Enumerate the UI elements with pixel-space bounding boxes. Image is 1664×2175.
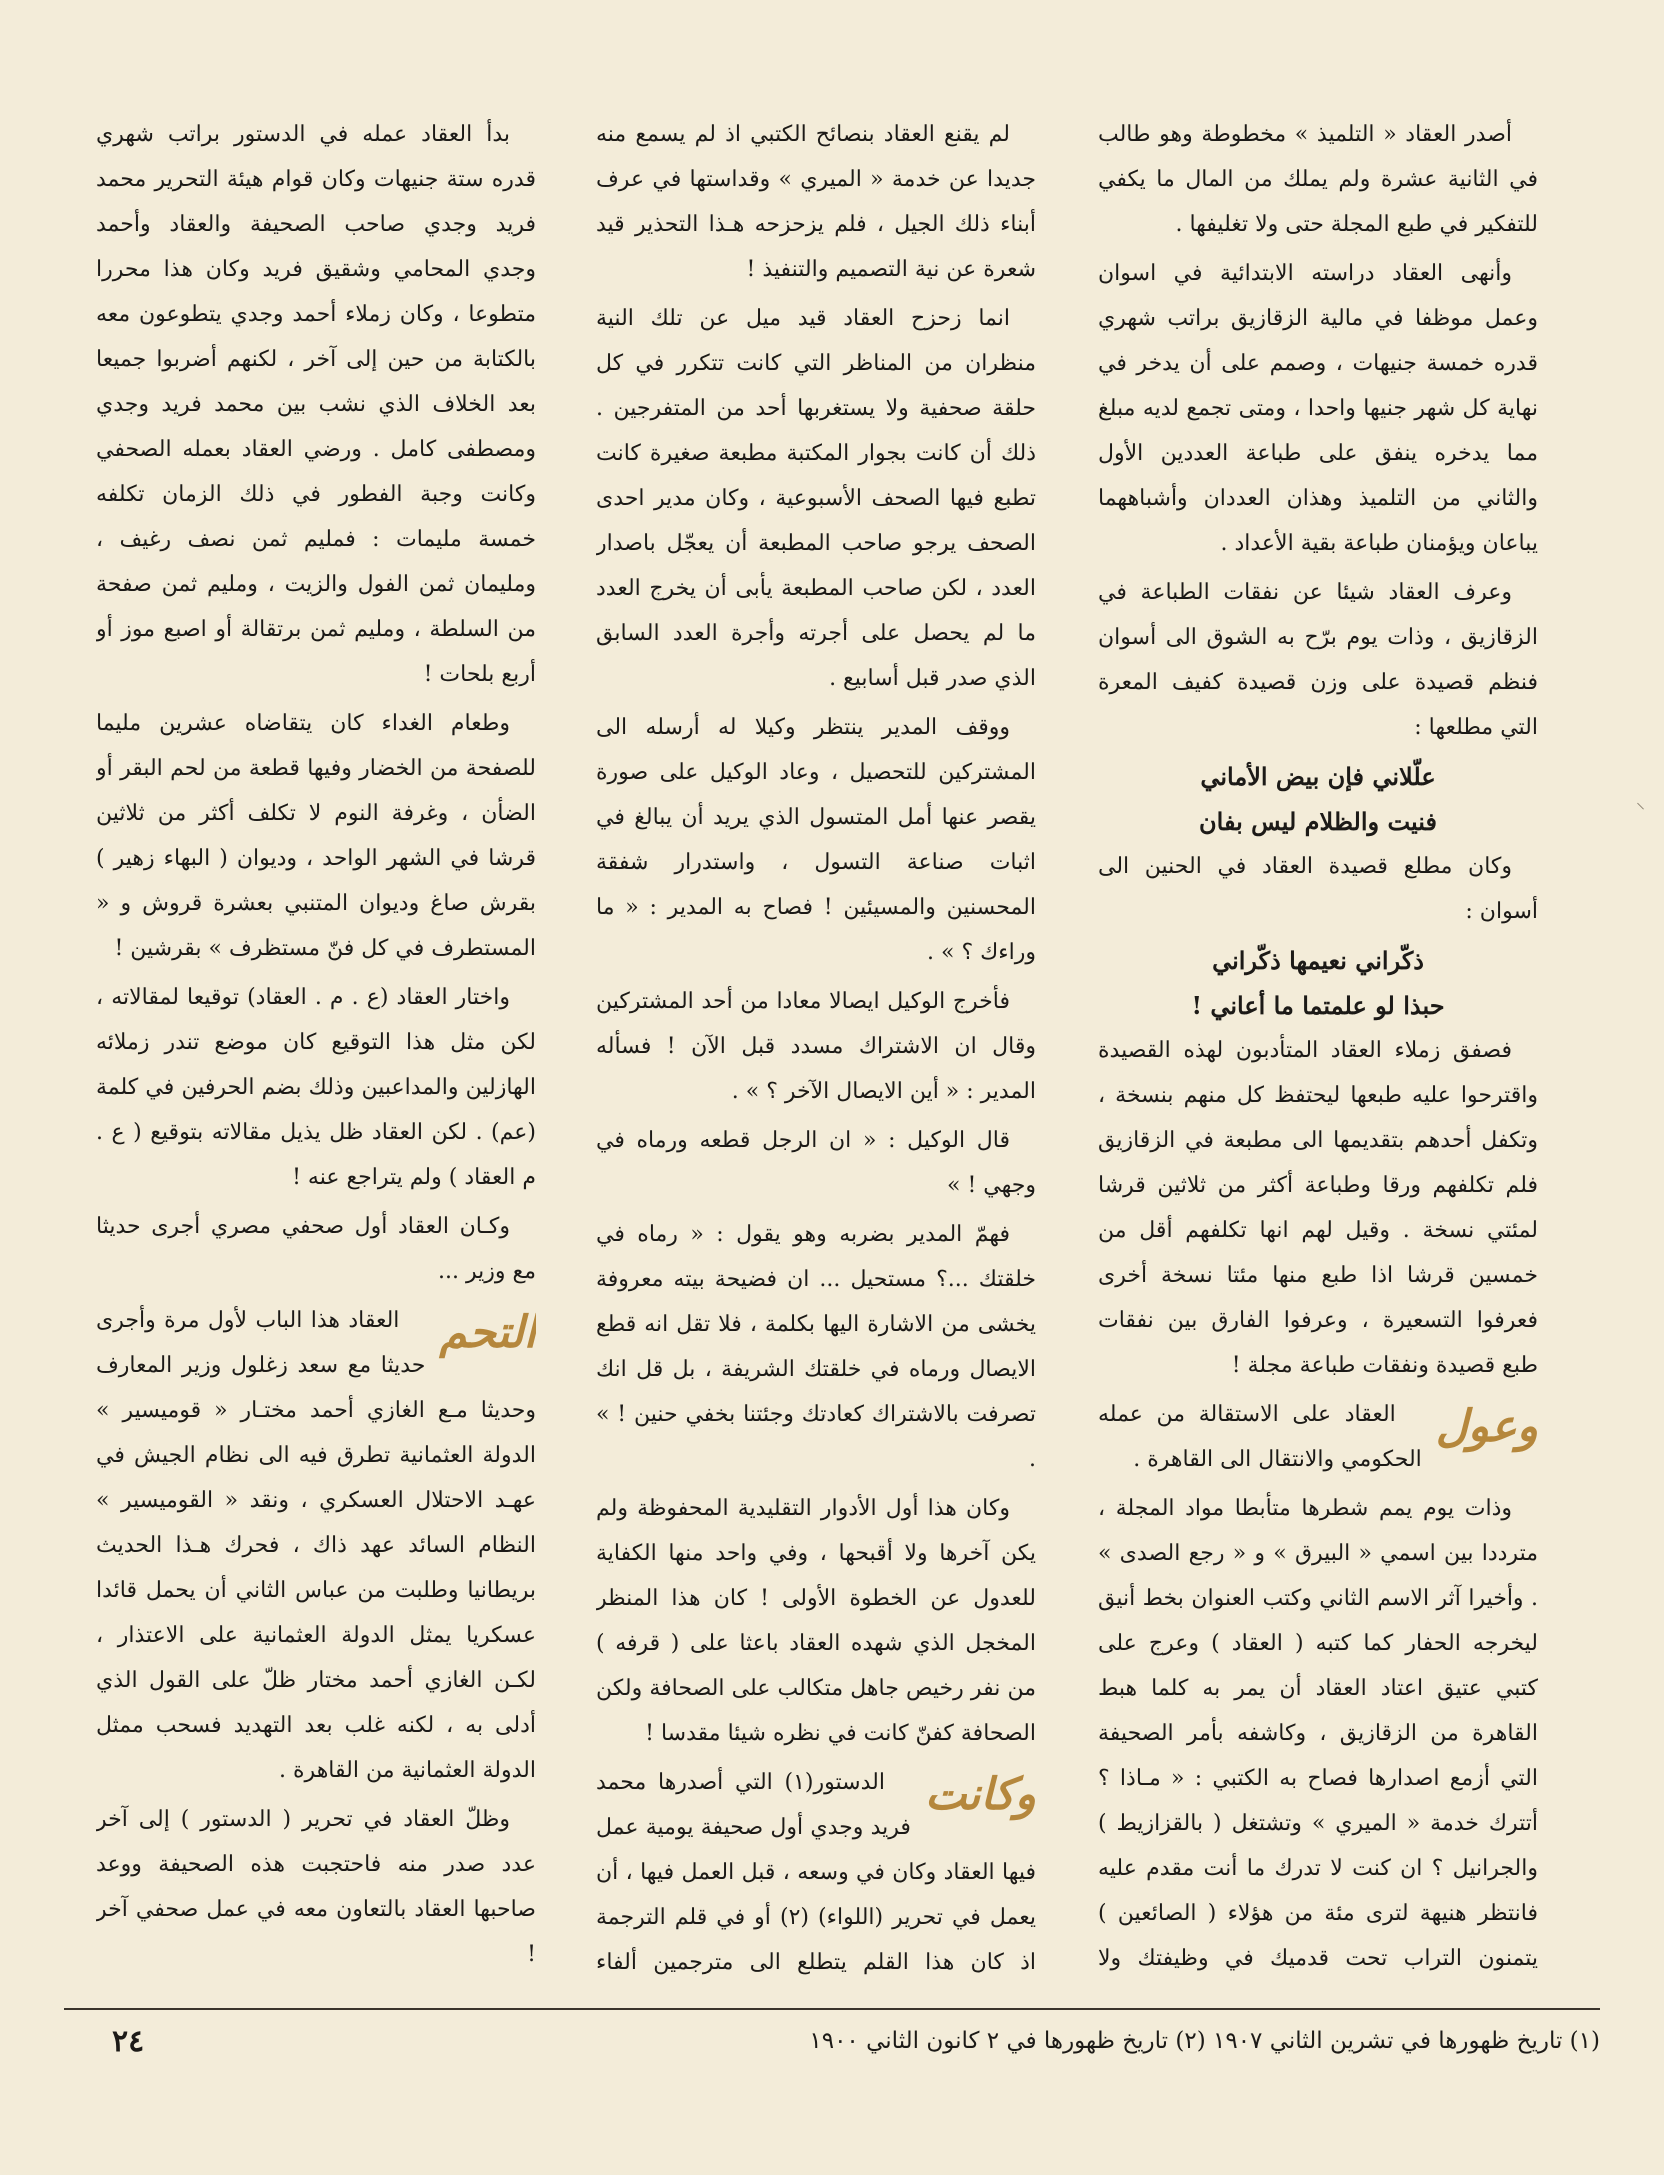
paragraph: وأنهى العقاد دراسته الابتدائية في اسوان وعمل موظفا في مالية الزقازيق براتب شهري قدره خمسة جنيهات ، وصمم على أن يدخر في نهاية كل شهر جنيها واحدا ، ومتى تجمع لديه مبلغ مما يدخره ينفق على طباعة العددين الأول والثاني من التلميذ وهذان العددان وأشباههما يباعان ويؤمنان طباعة بقية الأعداد . — [1098, 261, 1538, 556]
paragraph: وكـان العقاد أول صحفي مصري أجرى حديثا مع وزير ... — [96, 1214, 536, 1284]
paragraph: العقاد على الاستقالة من عمله الحكومي والانتقال الى القاهرة . — [1098, 1402, 1422, 1472]
paragraph: وكان هذا أول الأدوار التقليدية المحفوظة ولم يكن آخرها ولا أقبحها ، وفي واحد منها الكفاية للعدول عن الخطوة الأولى ! كان هذا المنظر المخجل الذي شهده العقاد باعثا على ( قرفه ) من نفر رخيص جاهل متكالب على الصحافة ولكن الصحافة كفنّ كانت في نظره شيئا مقدسا ! — [596, 1496, 1036, 1746]
paragraph: فهمّ المدير بضربه وهو يقول : « رماه في خلقتك ...؟ مستحيل ... ان فضيحة بيته معروفة يخشى من الاشارة اليها بكلمة ، فلا تقل انه قطع الايصال ورماه في خلقتك الشريفة ، بل قل انك تصرفت بالاشتراك كعادتك وجئتنا بخفي حنين ! » . — [596, 1222, 1036, 1472]
paragraph: الدستور(١) التي أصدرها محمد فريد وجدي أول صحيفة يومية عمل فيها العقاد وكان في وسعه ، قبل العمل فيها ، أن يعمل في تحرير (اللواء) (٢) أو في قلم الترجمة اذ كان هذا القلم يتطلع الى مترجمين ألفاء — [596, 1770, 1036, 1975]
paragraph: وكان مطلع قصيدة العقاد في الحنين الى أسوان : — [1098, 854, 1538, 924]
verse-line: علّلاني فإن بيض الأماني — [1200, 762, 1436, 791]
paragraph: وعرف العقاد شيئا عن نفقات الطباعة في الزقازيق ، وذات يوم برّح به الشوق الى أسوان فنظم قصيدة على وزن قصيدة كفيف المعرة التي مطلعها : — [1098, 580, 1538, 740]
paragraph: وذات يوم يمم شطرها متأبطا مواد المجلة ، مترددا بين اسمي « البيرق » و « رجع الصدى » . وأخيرا آثر الاسم الثاني وكتب العنوان بخط أنيق ليخرجه الحفار كما كتبه ( العقاد ) وعرج على كتبي عتيق اعتاد العقاد أن يمر به كلما هبط القاهرة من الزقازيق ، وكاشفه بأمر الصحيفة التي أزمع اصدارها فصاح به الكتبي : « مـاذا ؟ أتترك خدمة « الميري » وتشتغل ( بالقزازيط ) والجرانيل ؟ ان كنت لا تدرك ما أنت مقدم عليه فانتظر هنيهة لترى مئة من هؤلاء ( الصائعين ) يتمنون التراب تحت قدميك في وظيفتك ولا — [1098, 1496, 1538, 1971]
paragraph: وظلّ العقاد في تحرير ( الدستور ) إلى آخر عدد صدر منه فاحتجبت هذه الصحيفة ووعد صاحبها العقاد بالتعاون معه في عمل صحفي آخر ! — [96, 1807, 536, 1967]
section-heading: التحم — [439, 1307, 536, 1358]
verse-line: فنيت والظلام ليس بفان — [1199, 807, 1437, 836]
paragraph: واختار العقاد (ع . م . العقاد) توقيعا لمقالاته ، لكن مثل هذا التوقيع كان موضع تندر زملائه الهازلين والمداعبين وذلك بضم الحرفين في كلمة (عم) . لكن العقاد ظل يذيل مقالاته بتوقيع ( ع . م العقاد ) ولم يتراجع عنه ! — [96, 985, 536, 1190]
section-heading: وكانت — [924, 1769, 1036, 1820]
section-heading: وعول — [1435, 1401, 1538, 1452]
paragraph: فصفق زملاء العقاد المتأدبون لهذه القصيدة واقترحوا عليه طبعها ليحتفظ كل منهم بنسخة ، وتكفل أحدهم بتقديمها الى مطبعة في الزقازيق فلم تكلفهم ورقا وطباعة أكثر من ثلاثين قرشا لمئتي نسخة . وقيل لهم انها تكلفهم أقل من خمسين قرشا اذا طبع منها مئتا نسخة أخرى فعرفوا التسعيرة ، وعرفوا الفارق بين نفقات طبع قصيدة ونفقات طباعة مجلة ! — [1098, 1038, 1538, 1378]
paragraph: فأخرج الوكيل ايصالا معادا من أحد المشتركين وقال ان الاشتراك مسدد قبل الآن ! فسأله المدير : « أين الايصال الآخر ؟ » . — [596, 989, 1036, 1104]
verse-line: ذكّراني نعيمها ذكّراني — [1212, 946, 1424, 975]
margin-mark: ⸝ — [1636, 792, 1645, 813]
page-number: ٢٤ — [112, 2024, 145, 2059]
verse-line: حبذا لو علمتما ما أعاني ! — [1191, 991, 1445, 1020]
paragraph: قال الوكيل : « ان الرجل قطعه ورماه في وجهي ! » — [596, 1128, 1036, 1198]
paragraph: أصدر العقاد « التلميذ » مخطوطة وهو طالب في الثانية عشرة ولم يملك من المال ما يكفي للتفكير في طبع المجلة حتى ولا تغليفها . — [1098, 122, 1538, 237]
paragraph: العقاد هذا الباب لأول مرة وأجرى حديثا مع سعد زغلول وزير المعارف وحديثا مـع الغازي أحمد مختـار « قوميسير » الدولة العثمانية تطرق فيه الى نظام الجيش في عهـد الاحتلال العسكري ، ونقد « القوميسير » النظام السائد عهد ذاك ، فحرك هـذا الحديث بريطانيا وطلبت من عباس الثاني أن يحمل قائدا عسكريا يمثل الدولة العثمانية على الاعتذار ، لكـن الغازي أحمد مختار ظلّ على القول الذي أدلى به ، لكنه غلب بعد التهديد فسحب ممثل الدولة العثمانية من القاهرة . — [96, 1308, 536, 1783]
paragraph: وطعام الغداء كان يتقاضاه عشرين مليما للصفحة من الخضار وفيها قطعة من لحم البقر أو الضأن ، وغرفة النوم لا تكلف أكثر من ثلاثين قرشا في الشهر الواحد ، وديوان ( البهاء زهير ) بقرش صاغ وديوان المتنبي بعشرة قروش و « المستطرف في كل فنّ مستظرف » بقرشين ! — [96, 711, 536, 961]
footnote-divider — [64, 2008, 1600, 2010]
footnotes: (١) تاريخ ظهورها في تشرين الثاني ١٩٠٧ (٢) تاريخ ظهورها في ٢ كانون الثاني ١٩٠٠ — [809, 2028, 1600, 2054]
column-left — [96, 112, 536, 1982]
paragraph: انما زحزح العقاد قيد ميل عن تلك النية منظران من المناظر التي كانت تتكرر في كل حلقة صحفية ولا يستغربها أحد من المتفرجين . ذلك أن كانت بجوار المكتبة مطبعة صغيرة كانت تطبع فيها الصحف الأسبوعية ، وكان مدير احدى الصحف يرجو صاحب المطبعة أن يعجّل باصدار العدد ، لكن صاحب المطبعة يأبى أن يخرج العدد ما لم يحصل على أجرته وأجرة العدد السابق الذي صدر قبل أسابيع . — [596, 306, 1036, 691]
paragraph: بدأ العقاد عمله في الدستور براتب شهري قدره ستة جنيهات وكان قوام هيئة التحرير محمد فريد وجدي صاحب الصحيفة والعقاد وأحمد وجدي المحامي وشقيق فريد وكان هذا محررا متطوعا ، وكان زملاء أحمد وجدي يتطوعون معه بالكتابة من حين إلى آخر ، لكنهم أضربوا جميعا بعد الخلاف الذي نشب بين محمد فريد وجدي ومصطفى كامل . ورضي العقاد بعمله الصحفي وكانت وجبة الفطور في ذلك الزمان تكلفه خمسة مليمات : فمليم ثمن نصف رغيف ، ومليمان ثمن الفول والزيت ، ومليم ثمن صفحة من السلطة ، ومليم ثمن برتقالة أو اصبع موز أو أربع بلحات ! — [96, 122, 536, 687]
column-right — [1098, 112, 1538, 1982]
column-middle — [596, 112, 1036, 1982]
paragraph: ووقف المدير ينتظر وكيلا له أرسله الى المشتركين للتحصيل ، وعاد الوكيل على صورة يقصر عنها أمل المتسول الذي يريد أن يبالغ في اثبات صناعة التسول ، واستدرار شفقة المحسنين والمسيئين ! فصاح به المدير : « ما وراءك ؟ » . — [596, 715, 1036, 965]
paragraph: لم يقنع العقاد بنصائح الكتبي اذ لم يسمع منه جديدا عن خدمة « الميري » وقداستها في عرف أبناء ذلك الجيل ، فلم يزحزحه هـذا التحذير قيد شعرة عن نية التصميم والتنفيذ ! — [596, 122, 1036, 282]
